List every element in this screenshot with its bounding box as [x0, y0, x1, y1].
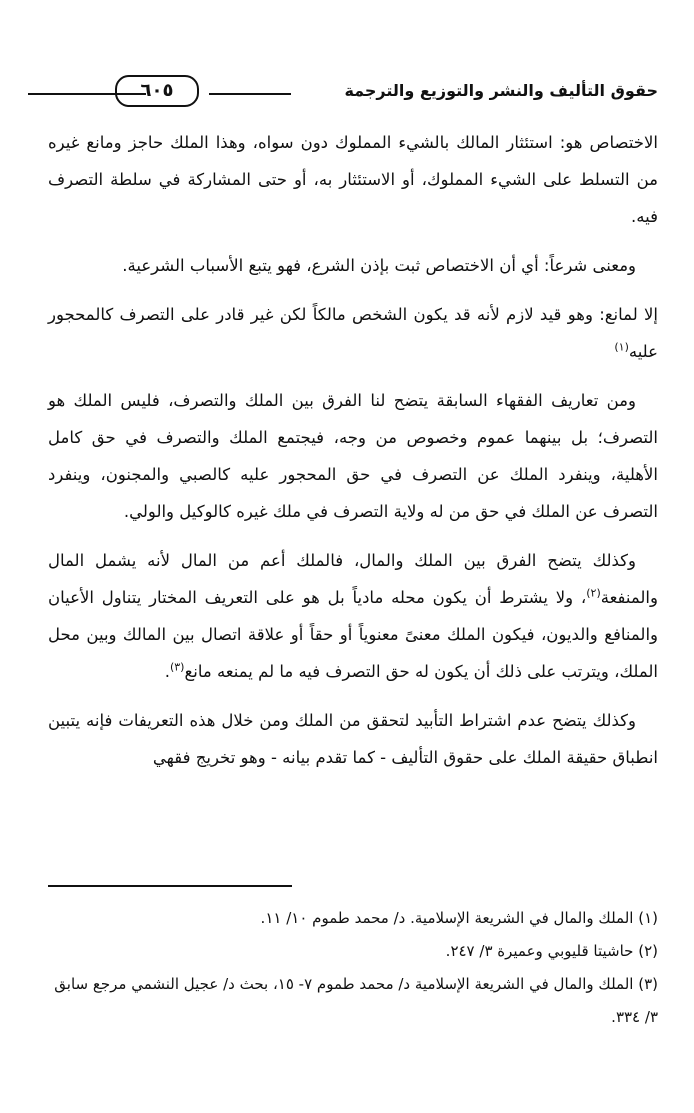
- main-text: [48, 124, 658, 788]
- footnote: (٣) الملك والمال في الشريعة الإسلامية د/ محمد طموم ٧- ١٥، بحث د/ عجيل النشمي مرجع سابق ٣/ ٣٣٤.: [54, 975, 658, 1026]
- running-header: [28, 75, 658, 115]
- paragraph: وكذلك يتضح عدم اشتراط التأبيد لتحقق من الملك ومن خلال هذه التعريفات فإنه يتبين انطباق حقيقة الملك على حقوق التأليف - كما تقدم بيانه - وهو تخريج فقهي: [48, 711, 658, 767]
- footnote: (١) الملك والمال في الشريعة الإسلامية. د/ محمد طموم ١٠/ ١١.: [260, 909, 658, 927]
- paragraph: ومن تعاريف الفقهاء السابقة يتضح لنا الفرق بين الملك والتصرف، فليس الملك هو التصرف؛ بل بينهما عموم وخصوص من وجه، فيجتمع الملك والتصرف في حق كامل الأهلية، وينفرد الملك عن التصرف في حق المحجور عليه كالصبي والمجنون، وينفرد التصرف عن الملك في حق من له ولاية التصرف في ملك غيره كالوكيل والولي.: [48, 391, 658, 521]
- header-title: حقوق التأليف والنشر والتوزيع والترجمة: [344, 81, 658, 100]
- footnote: (٢) حاشيتا قليوبي وعميرة ٣/ ٢٤٧.: [445, 942, 658, 960]
- paragraph: [48, 542, 658, 690]
- footnote-ref: (٢): [586, 586, 601, 600]
- paragraph-text: .: [164, 662, 170, 681]
- paragraph: ومعنى شرعاً: أي أن الاختصاص ثبت بإذن الشرع، فهو يتبع الأسباب الشرعية.: [122, 256, 636, 275]
- header-rule: [28, 93, 146, 95]
- paragraph-text: وكذلك يتضح الفرق بين الملك والمال، فالملك أعم من المال لأنه يشمل المال والمنفعة: [48, 551, 658, 607]
- footnotes: [48, 902, 658, 1034]
- paragraph-text: إلا لمانع: وهو قيد لازم لأنه قد يكون الشخص مالكاً لكن غير قادر على التصرف كالمحجور عليه: [48, 305, 658, 361]
- footnote-ref: (١): [614, 340, 629, 354]
- footnote-ref: (٣): [169, 660, 185, 674]
- footnote-separator: [48, 885, 292, 887]
- header-rule: [209, 93, 291, 95]
- paragraph: [48, 296, 658, 370]
- paragraph-text: ، ولا يشترط أن يكون محله مادياً بل هو على التعريف المختار يتناول الأعيان والمنافع والديون، فيكون الملك معنىً معنوياً أو حقاً أو علاقة اتصال بين المالك وبين محل الملك، ويترتب على ذلك أن يكون له حق التصرف فيه ما لم يمنعه مانع: [48, 588, 658, 681]
- page-number: ٦٠٥: [115, 75, 199, 107]
- paragraph: الاختصاص هو: استئثار المالك بالشيء المملوك دون سواه، وهذا الملك حاجز ومانع غيره من التسلط على الشيء المملوك، أو الاستئثار به، أو حتى المشاركة في سلطة التصرف فيه.: [48, 133, 658, 226]
